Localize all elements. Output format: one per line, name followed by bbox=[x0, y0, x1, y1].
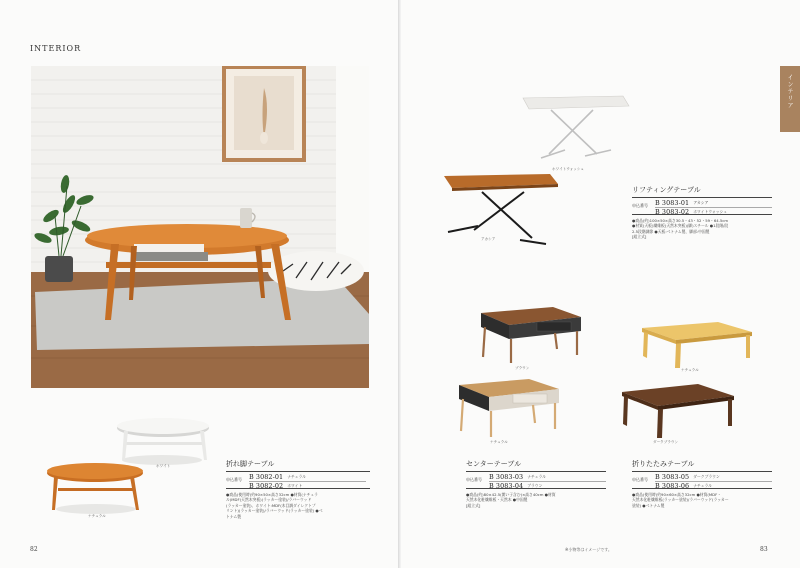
product-color: ブラウン bbox=[527, 483, 543, 488]
caption-acacia: アカシア bbox=[481, 237, 496, 241]
oval-table-natural-image bbox=[44, 462, 146, 514]
product-color: ナチュラル bbox=[527, 473, 546, 479]
caption-brown: ブラウン bbox=[515, 366, 530, 370]
product-center-table bbox=[466, 459, 606, 508]
product-code: B 3083-06 bbox=[655, 482, 690, 490]
product-spec: ●商品(使用時)約90×60×高さ32cm ●材質(MDF・ 天然木化粧繊維板(ラッカー塗装)/ラバーウッド(ラッカー 塗装) ●ベトナム製 bbox=[632, 492, 729, 508]
folding-table-natural-image bbox=[638, 320, 754, 370]
product-title: センターテーブル bbox=[466, 460, 522, 468]
order-number-label: 申込番号 bbox=[466, 477, 482, 482]
product-title: 折りたたみテーブル bbox=[632, 460, 695, 468]
section-label: INTERIOR bbox=[30, 44, 82, 53]
product-title: リフティングテーブル bbox=[632, 186, 701, 194]
caption-white-wash: ホワイトウォッシュ bbox=[552, 167, 585, 171]
order-number-label: 申込番号 bbox=[226, 477, 242, 482]
lifting-table-acacia-image bbox=[442, 170, 560, 248]
page-number-left: 82 bbox=[30, 546, 38, 553]
section-tab bbox=[780, 66, 800, 132]
hero-room-photo bbox=[31, 66, 369, 388]
product-spec: ●商品(約)100×50×高さ30.5・43・52・59・64.5cm ●材質(天板)繊維板(天然木突板)(脚)スチール ●1段階/段 2.5段階調節 ●天板:ベトナム製、脚部:中国製 [組立式] bbox=[632, 218, 729, 240]
product-code: B 3083-01 bbox=[655, 198, 690, 207]
center-table-natural-image bbox=[455, 375, 561, 439]
product-code: B 3082-01 bbox=[249, 472, 284, 481]
lifting-table-white-image bbox=[519, 92, 631, 164]
code-table bbox=[632, 471, 772, 489]
product-color: ホワイト bbox=[287, 483, 303, 488]
oval-table-white-image bbox=[112, 416, 214, 466]
code-table bbox=[632, 197, 772, 215]
code-row bbox=[489, 472, 546, 481]
code-row bbox=[249, 472, 306, 481]
code-table bbox=[466, 471, 606, 489]
product-code: B 3083-05 bbox=[655, 472, 690, 481]
room-scene-illustration bbox=[31, 66, 369, 388]
product-color: ナチュラル bbox=[693, 483, 712, 488]
code-row bbox=[655, 207, 772, 216]
code-row bbox=[655, 481, 772, 490]
product-color: ナチュラル bbox=[287, 473, 306, 479]
product-spec: ●商品(使用時)約90×50×高さ32cm ●材質(ナチュラ ル)MDF(天然木突板)(ラッカー塗装)/ラバーウッド (ラッカー塗装)、ホワイト:MDF(木目調ダイレクトプ リント)(ラッカー塗装)/ラバーウッド(ラッカー塗装) ●ベ トナム製 bbox=[226, 492, 323, 519]
product-color: アカシア bbox=[693, 199, 709, 205]
product-title: 折れ脚テーブル bbox=[226, 460, 275, 468]
product-code: B 3083-02 bbox=[655, 208, 690, 216]
code-row bbox=[655, 472, 720, 481]
page-number-right: 83 bbox=[760, 546, 768, 553]
product-code: B 3083-03 bbox=[489, 472, 524, 481]
caption-natural-center: ナチュラル bbox=[490, 440, 508, 444]
order-number-label: 申込番号 bbox=[632, 477, 648, 482]
caption-white: ホワイト bbox=[156, 464, 171, 468]
caption-natural-oval: ナチュラル bbox=[88, 514, 106, 518]
product-color: ダークブラウン bbox=[693, 473, 720, 479]
code-row bbox=[655, 198, 708, 207]
folding-table-dark-brown-image bbox=[618, 382, 736, 440]
product-color: ホワイトウォッシュ bbox=[693, 209, 728, 214]
footer-note: ※小物等はイメージです。 bbox=[565, 547, 612, 552]
code-row bbox=[489, 481, 606, 490]
section-tab-label: インテリア bbox=[786, 74, 793, 109]
product-code: B 3082-02 bbox=[249, 482, 284, 490]
product-folding-table bbox=[632, 459, 772, 508]
product-spec: ●商品(約)80×42.5(開い子含む)×高さ40cm ●材質 天然木化粧繊維板・天然木 ●中国製 [組立式] bbox=[466, 492, 556, 508]
caption-dark-brown: ダークブラウン bbox=[653, 440, 679, 444]
product-lifting-table bbox=[632, 185, 772, 240]
order-number-label: 申込番号 bbox=[632, 203, 648, 208]
product-folding-leg-table bbox=[226, 459, 370, 519]
center-table-brown-image bbox=[477, 303, 583, 365]
product-code: B 3083-04 bbox=[489, 482, 524, 490]
left-page bbox=[0, 0, 399, 568]
code-table bbox=[226, 471, 370, 489]
code-row bbox=[249, 481, 366, 490]
caption-natural-fold: ナチュラル bbox=[681, 368, 699, 372]
